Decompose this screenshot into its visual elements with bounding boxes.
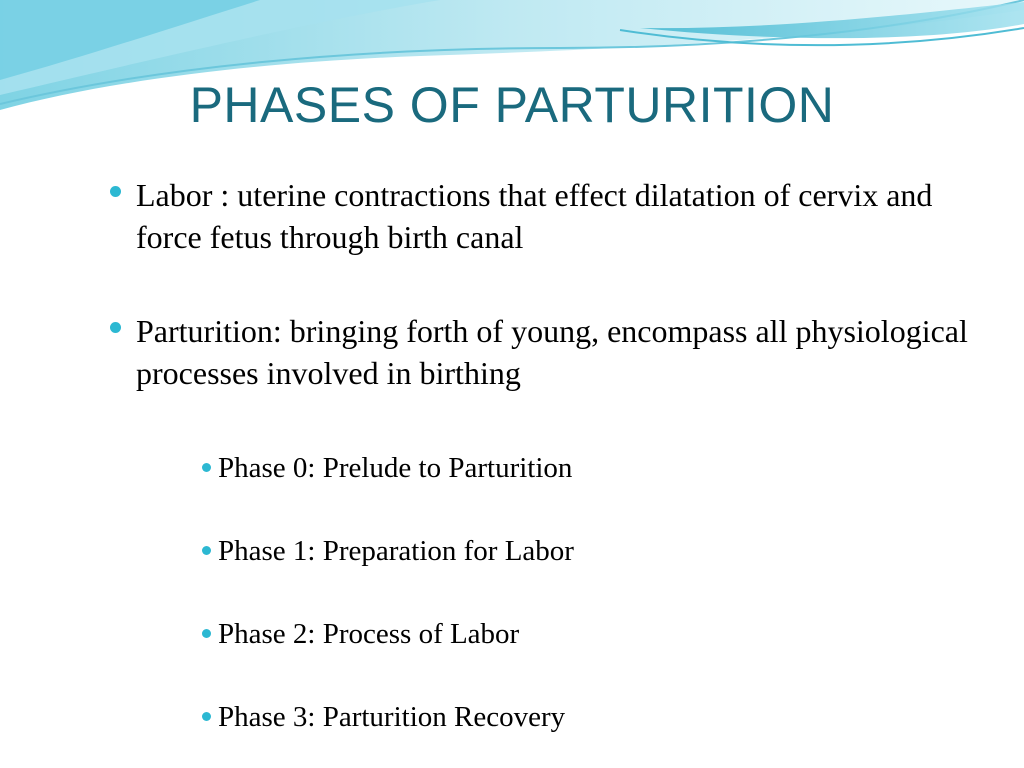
bullet-dot-icon bbox=[110, 186, 121, 197]
bullet-text: Parturition: bringing forth of young, encompass all physiological processes involved in birthing bbox=[136, 313, 968, 391]
bullet-dot-icon bbox=[110, 322, 121, 333]
bullet-text: Labor : uterine contractions that effect dilatation of cervix and force fetus through birth canal bbox=[136, 177, 933, 255]
sub-bullet-text: Phase 0: Prelude to Parturition bbox=[218, 452, 573, 484]
sub-bullet-list bbox=[108, 448, 978, 737]
bullet-dot-icon bbox=[202, 546, 211, 555]
sub-bullet-item bbox=[177, 448, 978, 488]
bullet-item bbox=[108, 174, 978, 258]
sub-bullet-text: Phase 2: Process of Labor bbox=[218, 618, 520, 650]
bullet-list bbox=[108, 174, 978, 737]
sub-bullet-text: Phase 3: Parturition Recovery bbox=[218, 701, 566, 733]
bullet-dot-icon bbox=[202, 463, 211, 472]
bullet-dot-icon bbox=[202, 712, 211, 721]
sub-bullet-item bbox=[177, 531, 978, 571]
bullet-item bbox=[108, 310, 978, 394]
sub-bullet-item bbox=[177, 614, 978, 654]
sub-bullet-item bbox=[177, 697, 978, 737]
bullet-dot-icon bbox=[202, 629, 211, 638]
sub-bullet-text: Phase 1: Preparation for Labor bbox=[218, 535, 574, 567]
slide-title: PHASES OF PARTURITION bbox=[189, 77, 835, 133]
